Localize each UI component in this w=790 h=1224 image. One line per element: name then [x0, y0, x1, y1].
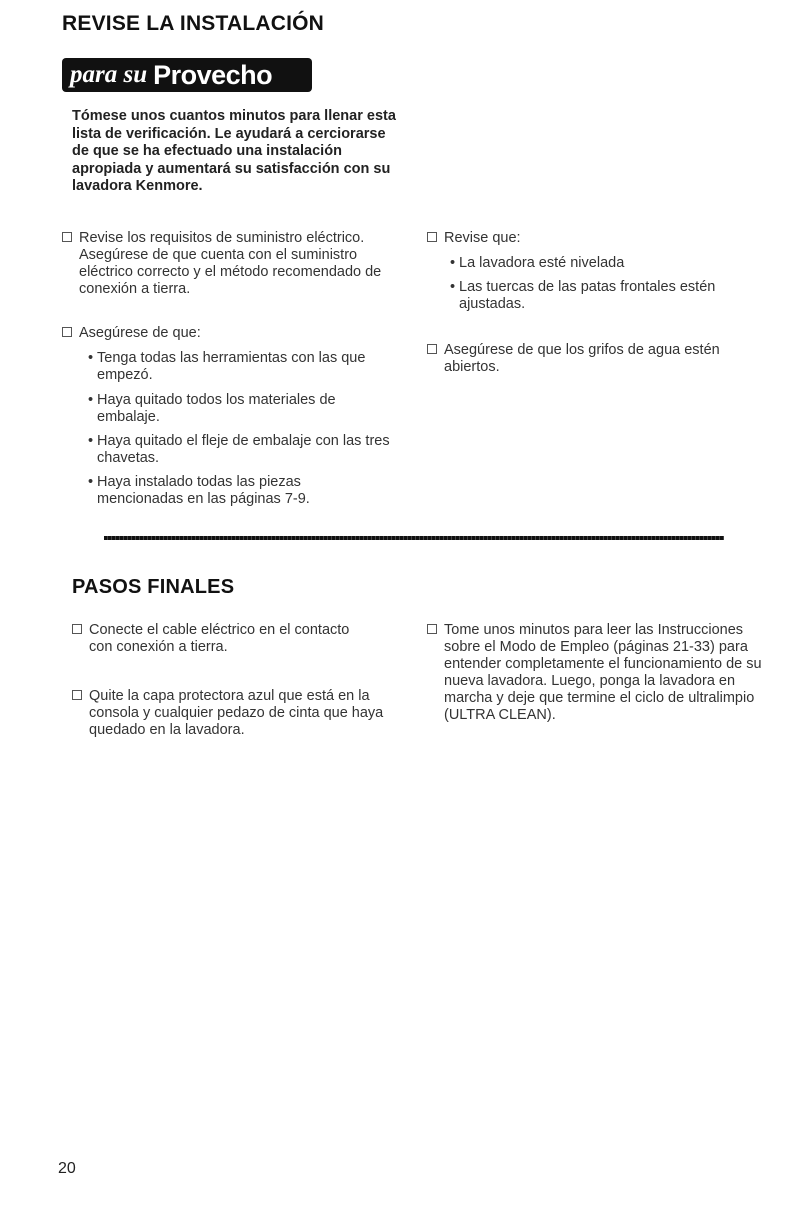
checklist-item-text: Tome unos minutos para leer las Instrucciones sobre el Modo de Empleo (páginas 21-33) para entender completamente el funcionamiento de su nueva lavadora. Luego, ponga la lavadora en marcha y deje que termine el ciclo de ultralimpio (ULTRA CLEAN).: [444, 622, 762, 723]
intro-text: Tómese unos cuantos minutos para llenar esta lista de verificación. Le ayudará a cerciorarse de que se ha efectuado una instalación apropiada y aumentará su satisfacción con su lavadora Kenmore.: [72, 108, 396, 194]
list-item: [88, 474, 388, 508]
checkbox-icon[interactable]: [427, 232, 437, 242]
checklist-item-asegurese: [62, 325, 402, 342]
checkbox-icon[interactable]: [62, 327, 72, 337]
list-item: [88, 392, 388, 426]
bullet-icon: •: [88, 433, 94, 449]
checklist-item-text: Quite la capa protectora azul que está en la consola y cualquier pedazo de cinta que haya quedado en la lavadora.: [89, 688, 384, 738]
checklist-item-text: Asegúrese de que:: [79, 325, 201, 341]
bullet-icon: •: [450, 279, 456, 295]
checklist-item-grifos: [427, 342, 767, 376]
checkbox-icon[interactable]: [427, 624, 437, 634]
checklist-item-text: Revise los requisitos de suministro eléctrico. Asegúrese de que cuenta con el suministro eléctrico correcto y el método recomendado de conexión a tierra.: [79, 230, 382, 297]
checklist-item-power: [62, 230, 397, 298]
list-item: [450, 255, 760, 272]
list-item-text: La lavadora esté nivelada: [459, 255, 625, 271]
section-title-pasos-finales: PASOS FINALES: [72, 576, 235, 598]
checkbox-icon[interactable]: [427, 344, 437, 354]
bullet-icon: •: [88, 474, 94, 490]
checklist-item-cable: [72, 622, 372, 656]
checkbox-icon[interactable]: [62, 232, 72, 242]
section-divider: [104, 536, 724, 540]
page-number: 20: [58, 1160, 76, 1177]
list-item: [450, 279, 760, 313]
list-item: [88, 433, 408, 467]
checklist-item-text: Revise que:: [444, 230, 521, 246]
checkbox-icon[interactable]: [72, 690, 82, 700]
bullet-icon: •: [88, 392, 94, 408]
list-item-text: Haya quitado el fleje de embalaje con las tres chavetas.: [97, 433, 390, 466]
bullet-icon: •: [450, 255, 456, 271]
checklist-item-text: Asegúrese de que los grifos de agua estén abiertos.: [444, 342, 720, 375]
checklist-item-capa-protectora: [72, 688, 402, 739]
page-title: REVISE LA INSTALACIÓN: [62, 12, 325, 35]
list-item-text: Tenga todas las herramientas con las que empezó.: [97, 350, 366, 383]
para-su-provecho-banner: [62, 58, 312, 92]
list-item-text: Haya instalado todas las piezas mencionadas en las páginas 7-9.: [97, 474, 310, 507]
bullet-icon: •: [88, 350, 94, 366]
list-item-text: Las tuercas de las patas frontales estén ajustadas.: [459, 279, 716, 312]
banner-part2: Provecho: [153, 59, 273, 90]
checkbox-icon[interactable]: [72, 624, 82, 634]
checklist-item-text: Conecte el cable eléctrico en el contacto con conexión a tierra.: [89, 622, 350, 655]
list-item-text: Haya quitado todos los materiales de embalaje.: [97, 392, 336, 425]
banner-part1: para su: [70, 61, 148, 88]
list-item: [88, 350, 408, 384]
checklist-item-revise-que: [427, 230, 757, 247]
checklist-item-instrucciones: [427, 622, 767, 724]
